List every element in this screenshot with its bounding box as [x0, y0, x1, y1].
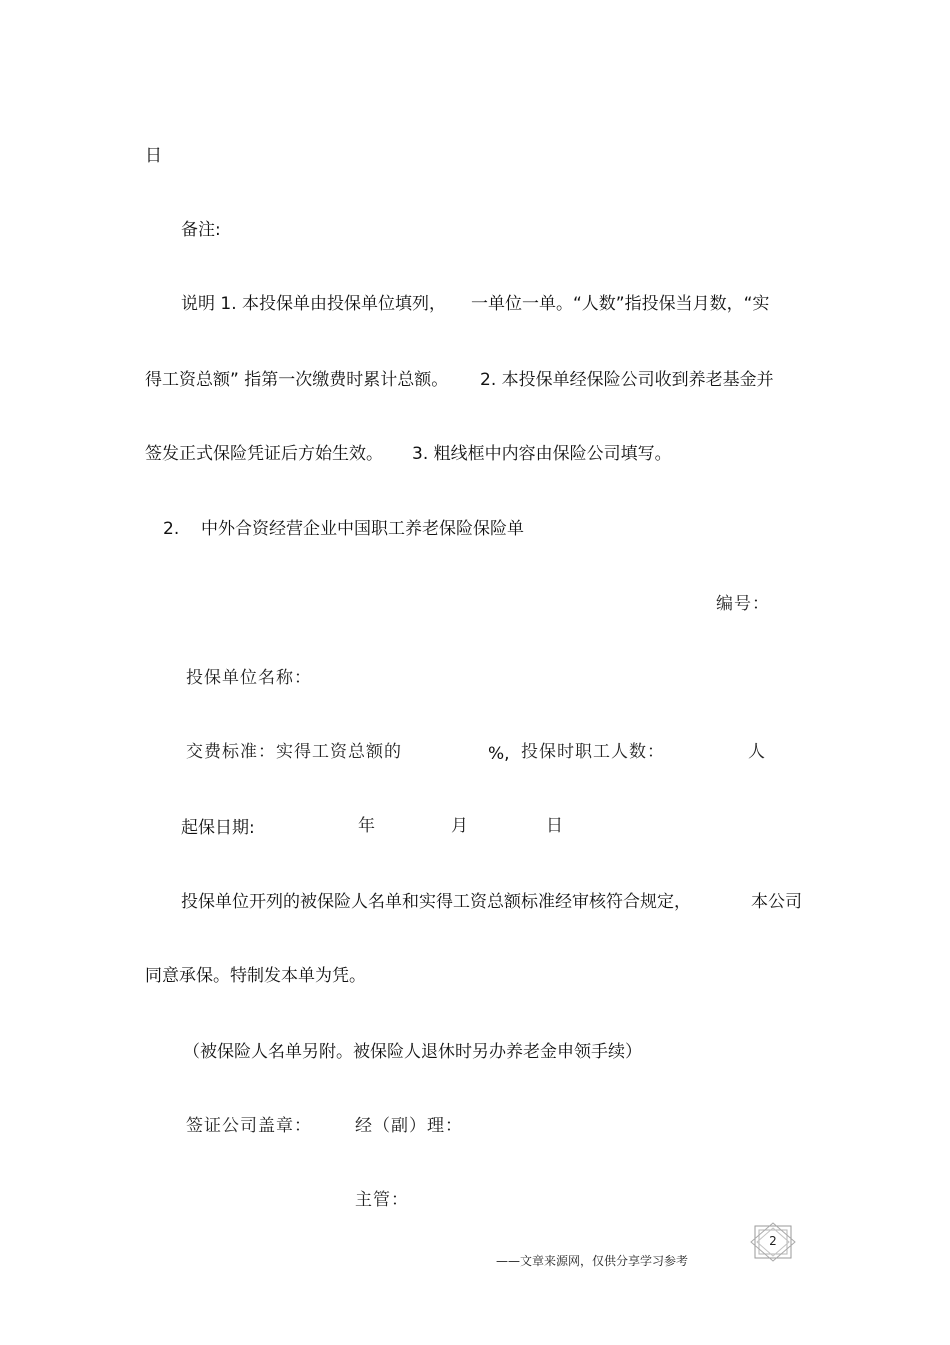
- year-label: 年: [358, 816, 376, 836]
- note-line-3b: 3. 粗线框中内容由保险公司填写。: [412, 444, 672, 464]
- month-label: 月: [451, 816, 469, 836]
- supervisor-label: 主管：: [355, 1190, 409, 1210]
- day-fragment: 日: [145, 146, 162, 166]
- seal-label: 签证公司盖章：: [186, 1116, 312, 1136]
- note-line-2b: 2. 本投保单经保险公司收到养老基金并: [480, 370, 774, 390]
- fee-percent: %,: [488, 744, 510, 764]
- page-number: 2: [769, 1234, 777, 1248]
- note-line-3a: 签发正式保险凭证后方始生效。: [145, 444, 383, 464]
- footer-source-text: ——文章来源网，仅供分享学习参考: [496, 1254, 689, 1268]
- start-date-label: 起保日期:: [181, 818, 255, 838]
- person-unit: 人: [748, 742, 766, 762]
- note-line-1a: 说明 1. 本投保单由投保单位填列，: [181, 294, 447, 314]
- note-line-2a: 得工资总额” 指第一次缴费时累计总额。: [145, 370, 449, 390]
- attachment-note: （被保险人名单另附。被保险人退休时另办养老金申领手续）: [183, 1042, 642, 1062]
- remarks-label: 备注:: [181, 220, 221, 240]
- serial-number-label: 编号：: [716, 594, 770, 614]
- approval-line-1a: 投保单位开列的被保险人名单和实得工资总额标准经审核符合规定，: [181, 892, 691, 912]
- day-label: 日: [546, 816, 564, 836]
- employee-count-label: 投保时职工人数：: [521, 742, 665, 762]
- note-line-1b: 一单位一单。“人数”指投保当月数，“实: [471, 294, 770, 314]
- manager-label: 经（副）理：: [355, 1116, 463, 1136]
- section-title: 中外合资经营企业中国职工养老保险保险单: [201, 519, 524, 539]
- page-number-badge: [749, 1222, 797, 1262]
- section-number: 2.: [163, 519, 180, 539]
- applicant-name-label: 投保单位名称：: [186, 668, 312, 688]
- approval-line-2: 同意承保。特制发本单为凭。: [145, 966, 366, 986]
- fee-standard-label: 交费标准：实得工资总额的: [186, 742, 402, 762]
- approval-line-1b: 本公司: [751, 892, 802, 912]
